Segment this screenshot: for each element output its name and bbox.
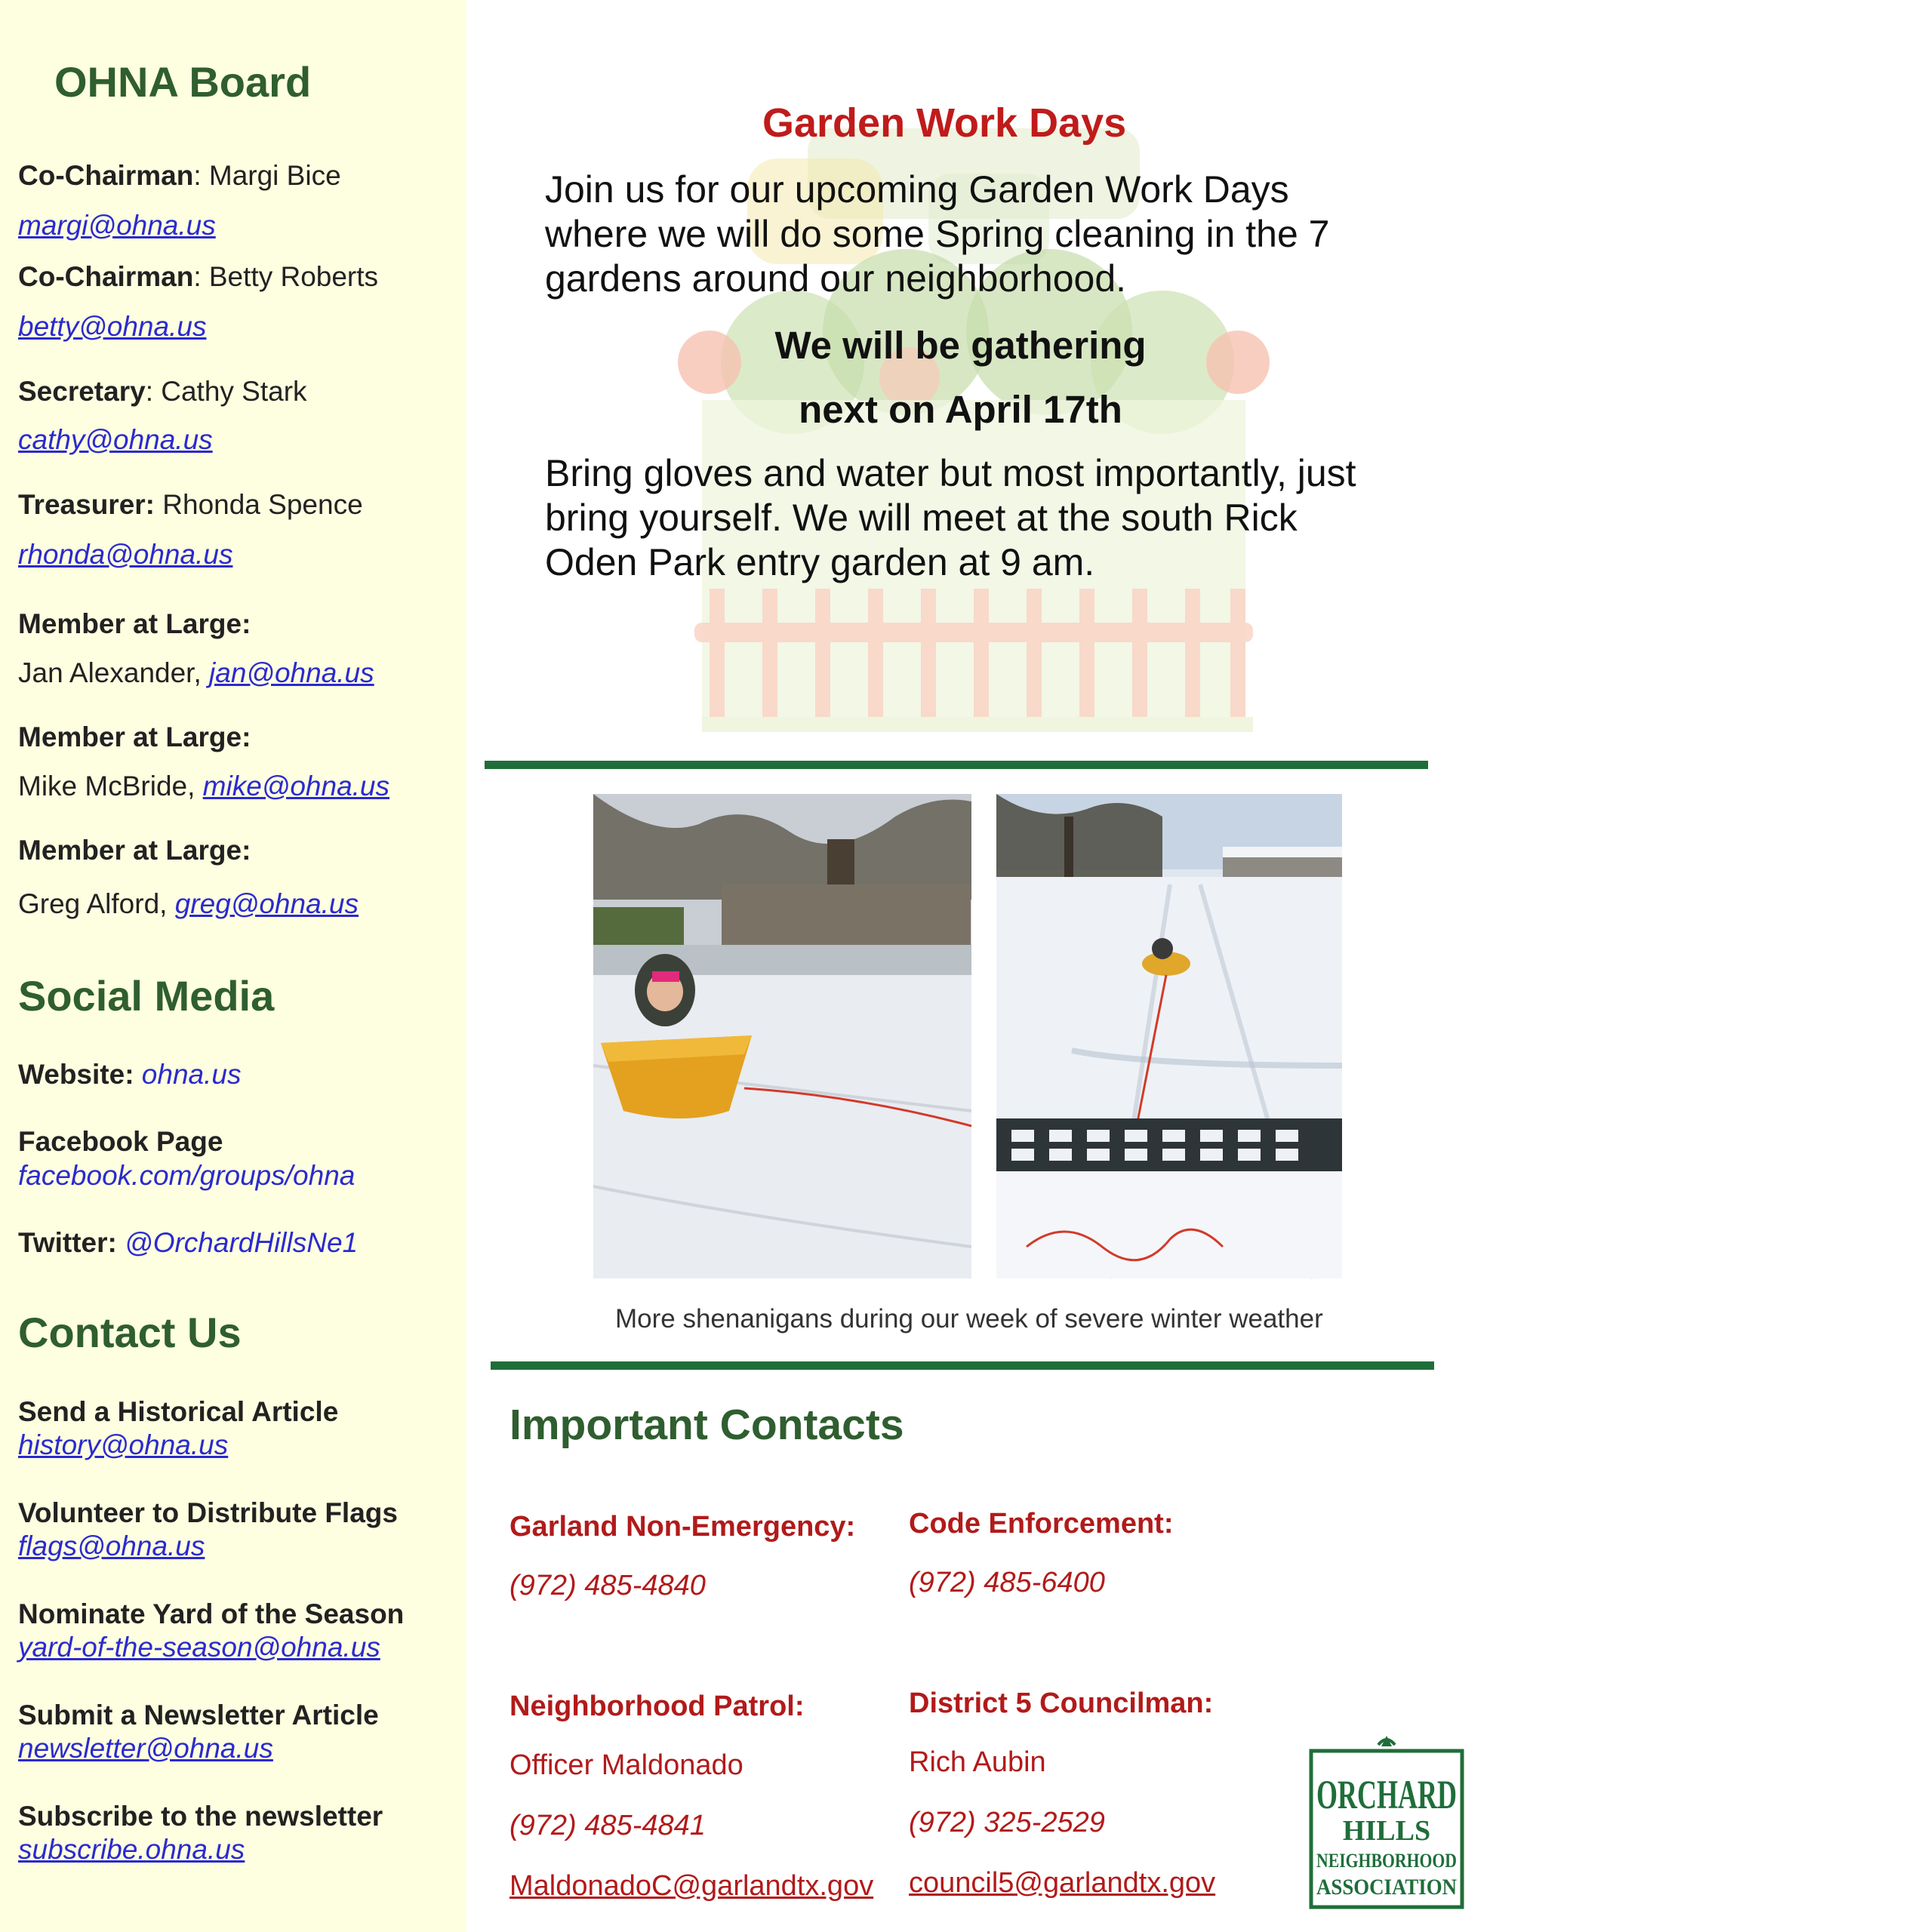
board-member-email[interactable]: margi@ohna.us <box>18 210 216 241</box>
contact-email[interactable]: newsletter@ohna.us <box>18 1733 273 1764</box>
at-large-email[interactable]: jan@ohna.us <box>209 657 374 688</box>
patrol-name: Officer Maldonado <box>509 1749 743 1781</box>
twitter-link[interactable]: @OrchardHillsNe1 <box>125 1227 359 1258</box>
board-member-email[interactable]: betty@ohna.us <box>18 311 207 342</box>
svg-text:ORCHARD: ORCHARD <box>1316 1772 1457 1817</box>
facebook-label: Facebook Page <box>18 1126 223 1157</box>
patrol-phone: (972) 485-4841 <box>509 1810 706 1841</box>
svg-text:ASSOCIATION: ASSOCIATION <box>1316 1875 1458 1900</box>
website-link[interactable]: ohna.us <box>141 1059 242 1090</box>
twitter-row: Twitter: @OrchardHillsNe1 <box>18 1227 359 1258</box>
councilman-name: Rich Aubin <box>909 1746 1046 1778</box>
at-large-label: Member at Large: <box>18 608 251 639</box>
contact-label: Nominate Yard of the Season <box>18 1598 405 1629</box>
contact-label: Send a Historical Article <box>18 1396 339 1427</box>
social-title: Social Media <box>18 972 275 1020</box>
board-member-role: Treasurer: Rhonda Spence <box>18 489 363 520</box>
board-member-role: Co-Chairman: Margi Bice <box>18 160 341 191</box>
board-member-email[interactable]: rhonda@ohna.us <box>18 539 233 570</box>
contact-title: Contact Us <box>18 1309 242 1356</box>
facebook-link[interactable]: facebook.com/groups/ohna <box>18 1160 356 1191</box>
councilman-label: District 5 Councilman: <box>909 1687 1214 1719</box>
contact-label: Submit a Newsletter Article <box>18 1700 379 1730</box>
ohna-logo <box>1309 1734 1464 1909</box>
garland-phone: (972) 485-4840 <box>509 1570 706 1601</box>
website-row: Website: ohna.us <box>18 1059 242 1090</box>
svg-text:HILLS: HILLS <box>1342 1815 1431 1847</box>
important-contacts-title: Important Contacts <box>509 1401 904 1449</box>
photo-child-sledding-street <box>996 794 1342 1278</box>
at-large-label: Member at Large: <box>18 835 251 866</box>
section-divider <box>485 761 1428 769</box>
board-member-email[interactable]: cathy@ohna.us <box>18 424 213 455</box>
contact-label: Volunteer to Distribute Flags <box>18 1497 398 1528</box>
at-large-member: Mike McBride, mike@ohna.us <box>18 771 390 801</box>
contact-email[interactable]: yard-of-the-season@ohna.us <box>18 1632 380 1663</box>
sidebar <box>0 0 466 1932</box>
councilman-phone: (972) 325-2529 <box>909 1807 1105 1838</box>
at-large-email[interactable]: mike@ohna.us <box>202 771 390 801</box>
at-large-label: Member at Large: <box>18 721 251 752</box>
photo-child-in-sled <box>593 794 971 1278</box>
contact-email[interactable]: history@ohna.us <box>18 1429 229 1460</box>
gather-line-1: We will be gathering <box>774 324 1147 367</box>
section-divider <box>491 1361 1434 1370</box>
garland-label: Garland Non-Emergency: <box>509 1511 856 1543</box>
contact-email[interactable]: subscribe.ohna.us <box>18 1834 245 1865</box>
board-member-role: Secretary: Cathy Stark <box>18 376 307 407</box>
svg-text:NEIGHBORHOOD: NEIGHBORHOOD <box>1316 1850 1457 1872</box>
photo-caption: More shenanigans during our week of severe winter weather <box>615 1304 1323 1334</box>
patrol-email[interactable]: MaldonadoC@garlandtx.gov <box>509 1870 874 1902</box>
code-enforcement-phone: (972) 485-6400 <box>909 1567 1105 1598</box>
contact-email[interactable]: flags@ohna.us <box>18 1531 205 1561</box>
garden-body: Bring gloves and water but most importantly, just bring yourself. We will meet at the south Rick Oden Park entry garden at 9 am. <box>545 452 1356 583</box>
gather-line-2: next on April 17th <box>799 388 1122 431</box>
code-enforcement-label: Code Enforcement: <box>909 1508 1174 1540</box>
councilman-email[interactable]: council5@garlandtx.gov <box>909 1867 1216 1899</box>
contact-label: Subscribe to the newsletter <box>18 1801 383 1832</box>
garden-intro: Join us for our upcoming Garden Work Days where we will do some Spring cleaning in the 7 gardens around our neighborhood. <box>545 168 1330 300</box>
at-large-member: Jan Alexander, jan@ohna.us <box>18 657 374 688</box>
patrol-label: Neighborhood Patrol: <box>509 1690 805 1722</box>
at-large-email[interactable]: greg@ohna.us <box>174 888 359 919</box>
at-large-member: Greg Alford, greg@ohna.us <box>18 888 359 919</box>
garden-title: Garden Work Days <box>762 100 1127 146</box>
board-member-role: Co-Chairman: Betty Roberts <box>18 261 379 292</box>
board-title: OHNA Board <box>54 58 312 106</box>
